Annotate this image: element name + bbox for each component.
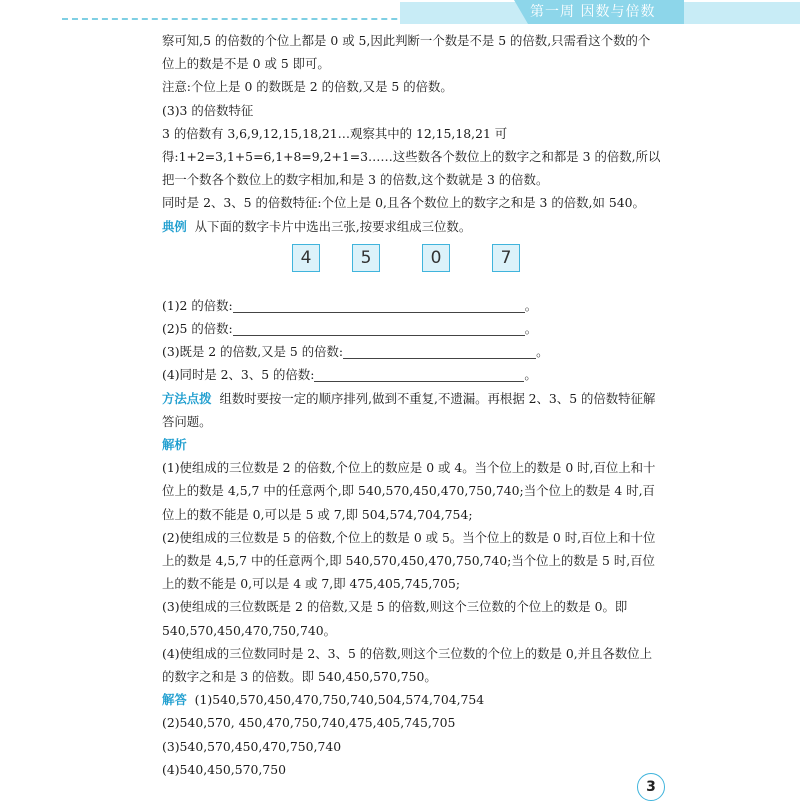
paragraph-235-multiple: 同时是 2、3、5 的倍数特征:个位上是 0,且各个数位上的数字之和是 3 的倍数,如 540。: [162, 195, 645, 211]
analysis-item: (2)使组成的三位数是 5 的倍数,个位上的数是 0 或 5。当个位上的数是 0 时,百位上和十位上的数是 4,5,7 中的任意两个,即 540,570,450,470,750,740;当个位上的数是 5 时,百位上的数不能是 0,可以是 4 或 7,即 475,405,745,705;: [162, 529, 656, 592]
question-4: [162, 363, 662, 386]
answer-blank: [233, 321, 525, 336]
answer-blank: [233, 298, 525, 313]
answer-item: (1)540,570,450,470,750,740,504,574,704,754: [194, 692, 485, 708]
end-mark: 。: [524, 297, 538, 313]
end-mark: 。: [524, 321, 538, 337]
answer-row-1: [162, 688, 662, 711]
example-text: 从下面的数字卡片中选出三张,按要求组成三位数。: [194, 218, 472, 234]
question-text: (2)5 的倍数:: [162, 321, 233, 337]
end-mark: 。: [524, 367, 537, 383]
analysis-item: (3)使组成的三位数既是 2 的倍数,又是 5 的倍数,则这个三位数的个位上的数是 0。即 540,570,450,470,750,740。: [162, 599, 628, 638]
analysis-item: (1)使组成的三位数是 2 的倍数,个位上的数应是 0 或 4。当个位上的数是 0 时,百位上和十位上的数是 4,5,7 中的任意两个,即 540,570,450,470,750,740;当个位上的数是 4 时,百位上的数不能是 0,可以是 5 或 7,即 504,574,704,754;: [162, 460, 656, 522]
digit-card: 7: [492, 244, 520, 272]
question-text: (3)既是 2 的倍数,又是 5 的倍数:: [162, 344, 344, 360]
digit-cards: [162, 244, 662, 290]
digit-card: 4: [292, 244, 320, 272]
answer-blank: [343, 344, 536, 359]
answer-item: (2)540,570, 450,470,750,740,475,405,745,705: [162, 715, 456, 731]
page-content: [162, 29, 662, 781]
example-label: 典例: [162, 218, 187, 234]
answer-label: 解答: [162, 692, 187, 708]
digit-card: 5: [352, 244, 380, 272]
analysis-label: 解析: [162, 437, 187, 453]
answer-blank: [314, 367, 524, 382]
digit-card: 0: [422, 244, 450, 272]
method-tip-text: 组数时要按一定的顺序排列,做到不重复,不遗漏。再根据 2、3、5 的倍数特征解答问题。: [162, 390, 656, 429]
answer-item: (4)540,450,570,750: [162, 761, 286, 777]
paragraph-3-multiple: 3 的倍数有 3,6,9,12,15,18,21…观察其中的 12,15,18,21 可得:1+2=3,1+5=6,1+8=9,2+1=3……这些数各个数位上的数字之和都是 3 的倍数,所以把一个数各个数位上的数字相加,和是 3 的倍数,这个数就是 3 的倍数。: [162, 125, 661, 188]
end-mark: 。: [536, 344, 549, 360]
question-2: [162, 317, 662, 340]
question-text: (4)同时是 2、3、5 的倍数:: [162, 367, 315, 383]
page-number: 3: [637, 773, 665, 801]
method-tip: [162, 387, 662, 433]
analysis-item: (4)使组成的三位数同时是 2、3、5 的倍数,则这个三位数的个位上的数是 0,并且各数位上的数字之和是 3 的倍数。即 540,450,570,750。: [162, 645, 653, 685]
question-3: [162, 340, 662, 363]
method-tip-label: 方法点拨: [162, 390, 212, 406]
question-text: (1)2 的倍数:: [162, 297, 233, 313]
header-title: 第一周 因数与倍数: [530, 4, 656, 20]
paragraph-3-heading: (3)3 的倍数特征: [162, 102, 254, 118]
answer-item: (3)540,570,450,470,750,740: [162, 738, 342, 754]
paragraph-note: 注意:个位上是 0 的数既是 2 的倍数,又是 5 的倍数。: [162, 79, 453, 95]
question-1: [162, 294, 662, 317]
example-prompt: [162, 215, 662, 238]
paragraph-5-multiple: 察可知,5 的倍数的个位上都是 0 或 5,因此判断一个数是不是 5 的倍数,只需看这个数的个位上的数是不是 0 或 5 即可。: [162, 33, 651, 72]
